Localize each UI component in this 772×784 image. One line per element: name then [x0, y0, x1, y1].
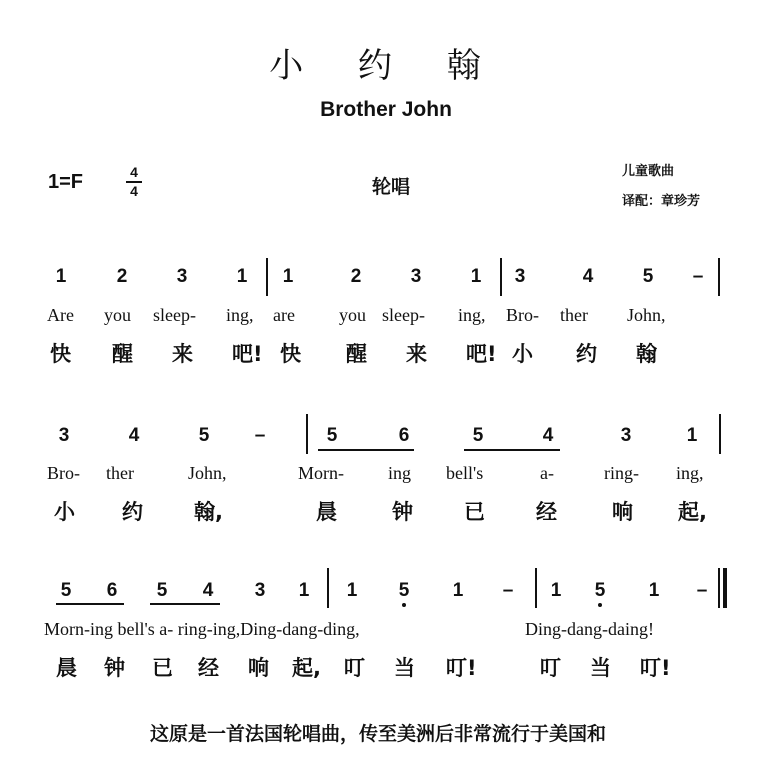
chinese-lyric: 晨: [316, 500, 337, 524]
lyric: are: [273, 305, 295, 325]
barline: [719, 414, 721, 454]
lyric: ther: [560, 305, 588, 325]
lyric: Bro-: [506, 305, 539, 325]
note: 3: [176, 266, 188, 287]
lyric: ing: [388, 463, 412, 483]
time-signature-bottom: 4: [130, 183, 138, 199]
note: 1: [470, 266, 482, 287]
barline: [327, 568, 329, 608]
lyric: Morn-ing bell's a- ring-ing,Ding-dang-ding,: [44, 619, 360, 639]
chinese-lyric: 醒: [112, 342, 133, 366]
note: 5: [156, 580, 168, 601]
note-hold: –: [692, 266, 704, 287]
lyric: sleep-: [382, 305, 425, 325]
barline: [266, 258, 268, 296]
chinese-lyric: 叮!: [640, 656, 671, 680]
note: 5: [398, 580, 410, 601]
lyric: ing,: [226, 305, 254, 325]
note: 2: [350, 266, 362, 287]
note: 1: [282, 266, 294, 287]
lyric: you: [339, 305, 366, 325]
chinese-lyric: 已: [152, 656, 173, 680]
chinese-lyric: 叮: [540, 656, 561, 680]
lyric: ther: [106, 463, 134, 483]
page-title: 小 约 翰: [269, 46, 503, 86]
chinese-lyric: 小: [512, 342, 533, 366]
lyric: Are: [47, 305, 74, 325]
time-signature: [126, 165, 142, 199]
chinese-lyric: 已: [464, 500, 485, 524]
chinese-lyric: 叮: [344, 656, 365, 680]
chinese-lyric: 叮!: [446, 656, 477, 680]
eighth-beam: [318, 449, 414, 451]
chinese-lyric: 来: [172, 342, 193, 366]
low-octave-dot: [402, 603, 406, 607]
lyric: you: [104, 305, 131, 325]
note: 4: [542, 425, 554, 446]
note: 2: [116, 266, 128, 287]
note: 1: [452, 580, 464, 601]
chinese-lyric: 快: [50, 342, 71, 366]
arranger-label: 译配：章珍芳: [622, 194, 701, 209]
chinese-lyric: 当: [590, 656, 611, 680]
note: 6: [398, 425, 410, 446]
chinese-lyric: 醒: [346, 342, 367, 366]
performance-mode: 轮唱: [372, 176, 411, 198]
note: 1: [550, 580, 562, 601]
chinese-lyric: 约: [576, 342, 597, 366]
note: 1: [648, 580, 660, 601]
lyric: Ding-dang-daing!: [525, 619, 654, 639]
lyric: Morn-: [298, 463, 344, 483]
chinese-lyric: 晨: [56, 656, 77, 680]
note: 5: [326, 425, 338, 446]
chinese-lyric: 翰: [636, 342, 657, 366]
chinese-lyric: 快: [280, 342, 301, 366]
lyric: bell's: [446, 463, 484, 483]
chinese-lyric: 起,: [678, 500, 707, 524]
note-hold: –: [254, 425, 266, 446]
note: 5: [594, 580, 606, 601]
chinese-lyric: 吧!: [232, 342, 263, 366]
note: 4: [128, 425, 140, 446]
barline: [500, 258, 502, 296]
note: 1: [686, 425, 698, 446]
note: 3: [514, 266, 526, 287]
note-hold: –: [696, 580, 708, 601]
page-subtitle: Brother John: [320, 98, 452, 121]
chinese-lyric: 吧!: [466, 342, 497, 366]
chinese-lyric: 翰,: [194, 500, 223, 524]
note: 5: [198, 425, 210, 446]
footnote-text: 这原是一首法国轮唱曲，传至美洲后非常流行于美国和: [150, 723, 607, 745]
note: 3: [58, 425, 70, 446]
eighth-beam: [464, 449, 560, 451]
barline: [718, 258, 720, 296]
note: 1: [55, 266, 67, 287]
genre-label: 儿童歌曲: [622, 164, 675, 179]
note: 6: [106, 580, 118, 601]
chinese-lyric: 起,: [292, 656, 321, 680]
note: 3: [410, 266, 422, 287]
time-signature-top: 4: [130, 164, 138, 180]
note: 1: [346, 580, 358, 601]
lyric: a-: [540, 463, 554, 483]
note: 5: [60, 580, 72, 601]
chinese-lyric: 钟: [392, 500, 413, 524]
note: 1: [298, 580, 310, 601]
chinese-lyric: 钟: [104, 656, 125, 680]
chinese-lyric: 来: [406, 342, 427, 366]
note: 1: [236, 266, 248, 287]
note: 3: [254, 580, 266, 601]
low-octave-dot: [598, 603, 602, 607]
note: 3: [620, 425, 632, 446]
note: 5: [642, 266, 654, 287]
eighth-beam: [56, 603, 124, 605]
final-barline-thick: [723, 568, 727, 608]
chinese-lyric: 经: [536, 500, 557, 524]
final-barline-thin: [718, 568, 720, 608]
note: 5: [472, 425, 484, 446]
lyric: ing,: [676, 463, 704, 483]
note-hold: –: [502, 580, 514, 601]
barline: [306, 414, 308, 454]
note: 4: [202, 580, 214, 601]
chinese-lyric: 经: [198, 656, 219, 680]
lyric: Bro-: [47, 463, 80, 483]
lyric: ring-: [604, 463, 639, 483]
note: 4: [582, 266, 594, 287]
lyric: sleep-: [153, 305, 196, 325]
chinese-lyric: 小: [54, 500, 75, 524]
chinese-lyric: 响: [248, 656, 269, 680]
key-signature: 1=F: [48, 171, 84, 193]
chinese-lyric: 响: [612, 500, 633, 524]
barline: [535, 568, 537, 608]
lyric: John,: [188, 463, 227, 483]
lyric: ing,: [458, 305, 486, 325]
chinese-lyric: 当: [394, 656, 415, 680]
eighth-beam: [150, 603, 220, 605]
lyric: John,: [627, 305, 666, 325]
chinese-lyric: 约: [122, 500, 143, 524]
